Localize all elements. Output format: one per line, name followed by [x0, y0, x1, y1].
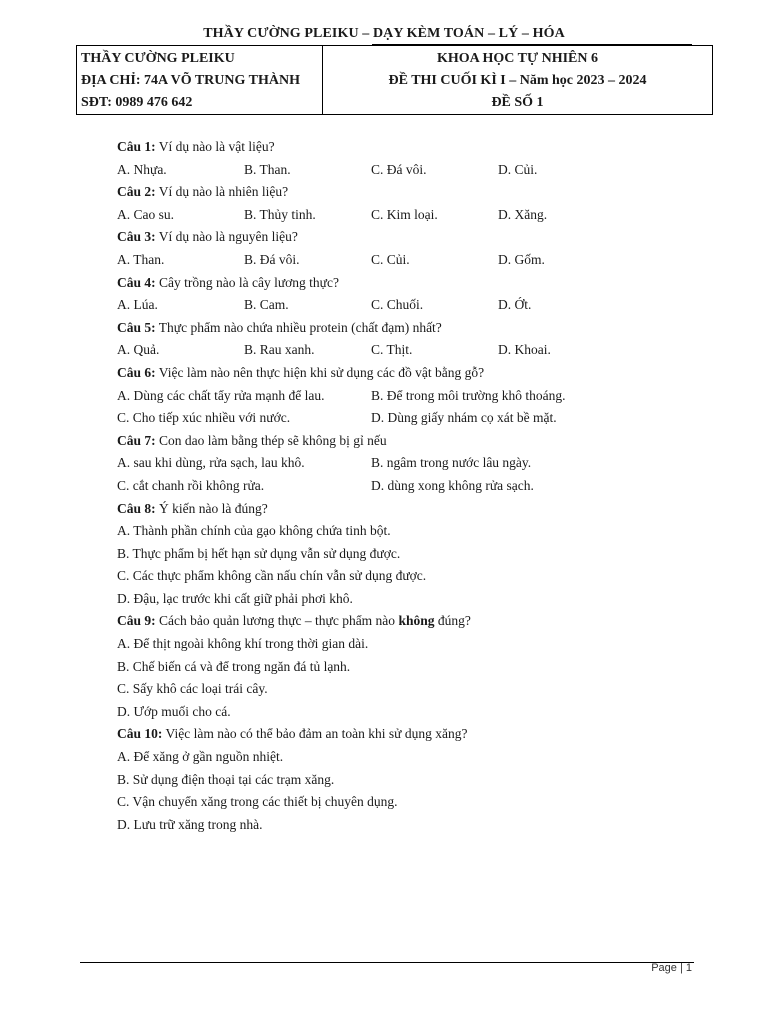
page-header: THẦY CƯỜNG PLEIKU – DẠY KÈM TOÁN – LÝ – HÓA — [203, 26, 565, 41]
answer-option: D. Đậu, lạc trước khi cất giữ phải phơi khô. — [117, 590, 353, 606]
question-stem — [117, 362, 637, 385]
answer-option: D. Dùng giấy nhám cọ xát bề mặt. — [371, 410, 557, 426]
answer-option: B. Than. — [244, 161, 291, 177]
exam-title: ĐỀ THI CUỐI KÌ I – Năm học 2023 – 2024 — [388, 73, 647, 88]
answer-options — [117, 407, 637, 430]
page-number: Page | 1 — [651, 962, 692, 974]
answer-option: D. dùng xong không rửa sạch. — [371, 477, 534, 493]
info-right-cell — [323, 46, 712, 114]
question-number: Câu 3: — [117, 229, 156, 245]
question-stem — [117, 272, 637, 295]
info-table — [76, 45, 713, 115]
answer-option: B. Chế biến cá và để trong ngăn đá tủ lạnh. — [117, 658, 351, 674]
answer-option: C. Thịt. — [371, 342, 413, 358]
answer-option: C. Sấy khô các loại trái cây. — [117, 681, 268, 697]
question-number: Câu 8: — [117, 500, 156, 516]
question-number: Câu 6: — [117, 364, 156, 380]
answer-option: D. Lưu trữ xăng trong nhà. — [117, 816, 263, 832]
answer-option: A. Than. — [117, 251, 165, 267]
question-number: Câu 5: — [117, 319, 156, 335]
answer-options — [117, 339, 637, 362]
question-emphasis: không — [398, 613, 435, 629]
answer-option: C. Kim loại. — [371, 206, 438, 222]
exam-number: ĐỀ SỐ 1 — [491, 95, 544, 110]
answer-option: A. Nhựa. — [117, 161, 167, 177]
answer-option: B. Thực phẩm bị hết hạn sử dụng vẫn sử dụng được. — [117, 545, 401, 561]
answer-option: D. Củi. — [498, 161, 538, 177]
answer-option: A. Thành phần chính của gạo không chứa tinh bột. — [117, 523, 391, 539]
answer-option: A. Lúa. — [117, 297, 158, 313]
address: ĐỊA CHỈ: 74A VÕ TRUNG THÀNH — [81, 73, 300, 88]
answer-option: D. Khoai. — [498, 342, 551, 358]
question-text: Ví dụ nào là vật liệu? — [155, 139, 275, 154]
question-text: Con dao làm bằng thép sẽ không bị gỉ nếu — [155, 432, 387, 448]
question-stem — [117, 181, 637, 204]
answer-option: B. Cam. — [244, 297, 289, 313]
question-text: Cách bảo quản lương thực – thực phẩm nào — [155, 613, 399, 629]
question-stem — [117, 610, 637, 633]
answer-option: A. Cao su. — [117, 206, 174, 222]
question-text: Việc làm nào nên thực hiện khi sử dụng các đồ vật bằng gỗ? — [155, 364, 485, 380]
answer-option: B. Thủy tinh. — [244, 206, 316, 222]
answer-options — [117, 294, 637, 317]
answer-option: B. Để trong môi trường khô thoáng. — [371, 387, 566, 403]
answer-option: D. Ớt. — [498, 297, 532, 313]
subject-title: KHOA HỌC TỰ NHIÊN 6 — [436, 51, 599, 66]
question-stem — [117, 226, 637, 249]
answer-option: C. Cho tiếp xúc nhiều với nước. — [117, 410, 291, 426]
question-stem — [117, 723, 637, 746]
answer-option: B. Đá vôi. — [244, 251, 300, 267]
answer-option: A. Để thịt ngoài không khí trong thời gian dài. — [117, 636, 369, 652]
answer-option: C. Đá vôi. — [371, 161, 427, 177]
question-stem — [117, 136, 637, 159]
question-number: Câu 9: — [117, 613, 156, 629]
question-text: Cây trồng nào là cây lương thực? — [155, 274, 339, 290]
answer-options — [117, 452, 637, 475]
answer-option: A. sau khi dùng, rửa sạch, lau khô. — [117, 455, 305, 471]
answer-options — [117, 159, 637, 182]
answer-option: A. Quả. — [117, 342, 160, 358]
phone: SĐT: 0989 476 642 — [81, 95, 193, 110]
question-number: Câu 1: — [117, 139, 156, 154]
answer-options — [117, 385, 637, 408]
answer-option: C. Các thực phẩm không cần nấu chín vẫn sử dụng được. — [117, 568, 427, 584]
answer-option: B. Sử dụng điện thoại tại các trạm xăng. — [117, 771, 335, 787]
answer-option: D. Xăng. — [498, 206, 548, 222]
answer-option: D. Gốm. — [498, 251, 545, 267]
question-stem — [117, 430, 637, 453]
question-text: Việc làm nào có thể bảo đảm an toàn khi sử dụng xăng? — [162, 726, 468, 742]
answer-option: B. Rau xanh. — [244, 342, 315, 358]
question-stem — [117, 498, 637, 521]
answer-option: B. ngâm trong nước lâu ngày. — [371, 455, 532, 471]
answer-option: C. Củi. — [371, 251, 410, 267]
answer-option: D. Ướp muối cho cá. — [117, 703, 231, 719]
info-left-cell — [77, 46, 323, 114]
footer-rule — [80, 962, 694, 963]
question-text-end: đúng? — [434, 613, 471, 629]
answer-option: C. Vận chuyển xăng trong các thiết bị chuyên dụng. — [117, 794, 398, 810]
answer-option: C. Chuối. — [371, 297, 424, 313]
question-number: Câu 10: — [117, 726, 163, 742]
question-text: Ý kiến nào là đúng? — [155, 500, 268, 516]
answer-options — [117, 249, 637, 272]
question-number: Câu 2: — [117, 184, 156, 200]
answer-option: A. Để xăng ở gần nguồn nhiệt. — [117, 749, 284, 765]
answer-option: A. Dùng các chất tẩy rửa mạnh để lau. — [117, 387, 325, 403]
question-text: Thực phẩm nào chứa nhiều protein (chất đạm) nhất? — [155, 319, 442, 335]
question-number: Câu 7: — [117, 432, 156, 448]
answer-options — [117, 204, 637, 227]
question-text: Ví dụ nào là nhiên liệu? — [155, 184, 289, 200]
question-stem — [117, 317, 637, 340]
answer-option: C. cắt chanh rồi không rửa. — [117, 477, 265, 493]
answer-options — [117, 475, 637, 498]
teacher-name: THẦY CƯỜNG PLEIKU — [81, 51, 235, 66]
question-text: Ví dụ nào là nguyên liệu? — [155, 229, 298, 245]
question-list — [117, 136, 637, 836]
question-number: Câu 4: — [117, 274, 156, 290]
